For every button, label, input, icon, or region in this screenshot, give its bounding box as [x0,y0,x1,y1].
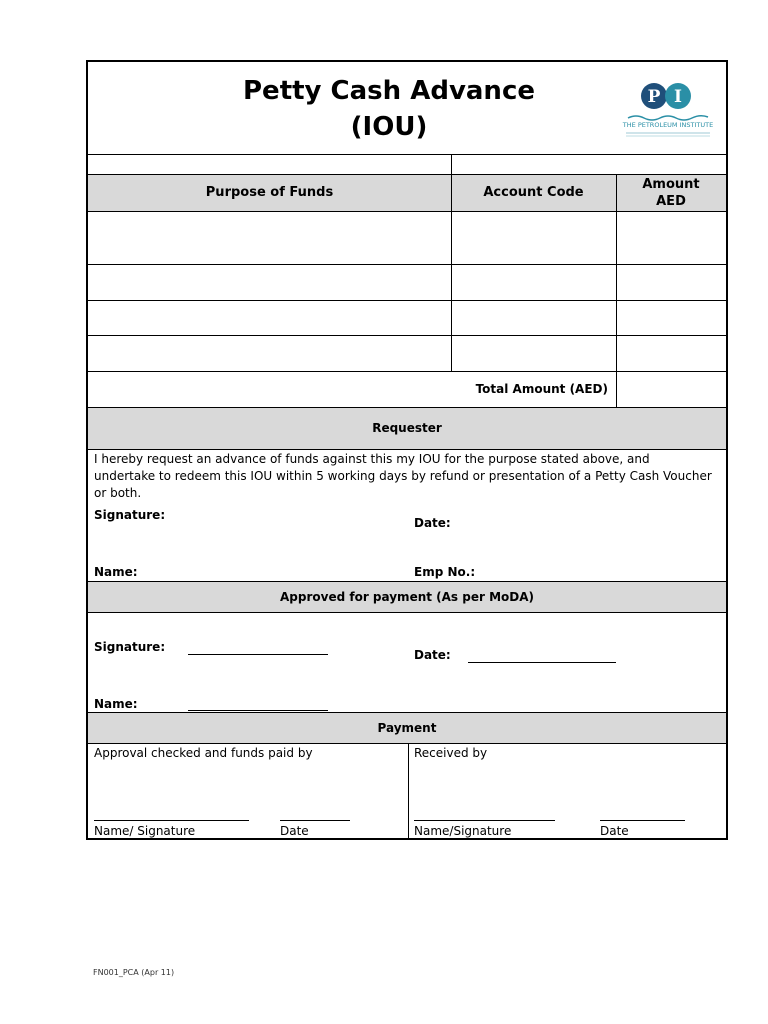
payment-right-date-label: Date [600,824,629,838]
table-header [88,174,726,211]
requester-body [88,449,726,581]
table-row[interactable] [88,300,726,335]
requester-date-label: Date: [414,516,451,530]
purpose-header: Purpose of Funds [205,185,334,200]
svg-text:I: I [674,87,682,107]
amount-header-line1: Amount [642,177,700,192]
approval-name-label: Name: [94,697,138,711]
approval-date-line[interactable] [468,662,616,663]
requester-signature-label: Signature: [94,508,166,522]
requester-name-label: Name: [94,565,138,579]
requester-declaration: I hereby request an advance of funds against this my IOU for the purpose stated above, and undertake to redeem this IOU within 5 working days by refund or presentation of a Petty Cash Voucher or both. [94,452,712,500]
requester-title: Requester [372,421,442,435]
payment-left-date-line[interactable] [280,820,350,821]
approval-section-header [88,581,726,612]
account-code-header: Account Code [483,185,584,200]
requester-section-header [88,407,726,449]
payment-left-date-label: Date [280,824,309,838]
approval-title: Approved for payment (As per MoDA) [280,590,534,604]
payment-right-name-line[interactable] [414,820,555,821]
form-code-footer: FN001_PCA (Apr 11) [93,968,175,977]
approval-signature-label: Signature: [94,640,166,654]
petty-cash-form [86,60,728,840]
payment-body [88,743,726,840]
payment-left-name-label: Name/ Signature [94,824,196,838]
amount-header-line2: AED [656,194,686,209]
approval-date-label: Date: [414,648,451,662]
payment-right-date-line[interactable] [600,820,685,821]
svg-text:THE PETROLEUM INSTITUTE: THE PETROLEUM INSTITUTE [622,121,714,129]
payment-left-caption: Approval checked and funds paid by [94,746,313,760]
petroleum-institute-logo [622,80,714,142]
approval-name-line[interactable] [188,710,328,711]
table-row[interactable] [88,264,726,300]
payment-right-name-label: Name/Signature [414,824,512,838]
total-amount-label: Total Amount (AED) [475,382,608,396]
svg-text:P: P [647,87,661,107]
payment-right-caption: Received by [414,746,488,760]
requester-emp-no-label: Emp No.: [414,565,476,579]
approval-signature-line[interactable] [188,654,328,655]
blank-strip [88,154,726,174]
table-row[interactable] [88,211,726,264]
table-row[interactable] [88,335,726,371]
payment-title: Payment [377,721,437,735]
form-title-line1: Petty Cash Advance [243,76,535,106]
total-row [88,371,726,407]
payment-section-header [88,712,726,743]
form-title-line2: (IOU) [350,112,428,142]
payment-left-name-line[interactable] [94,820,249,821]
approval-body [88,612,726,712]
title-block [88,62,726,154]
